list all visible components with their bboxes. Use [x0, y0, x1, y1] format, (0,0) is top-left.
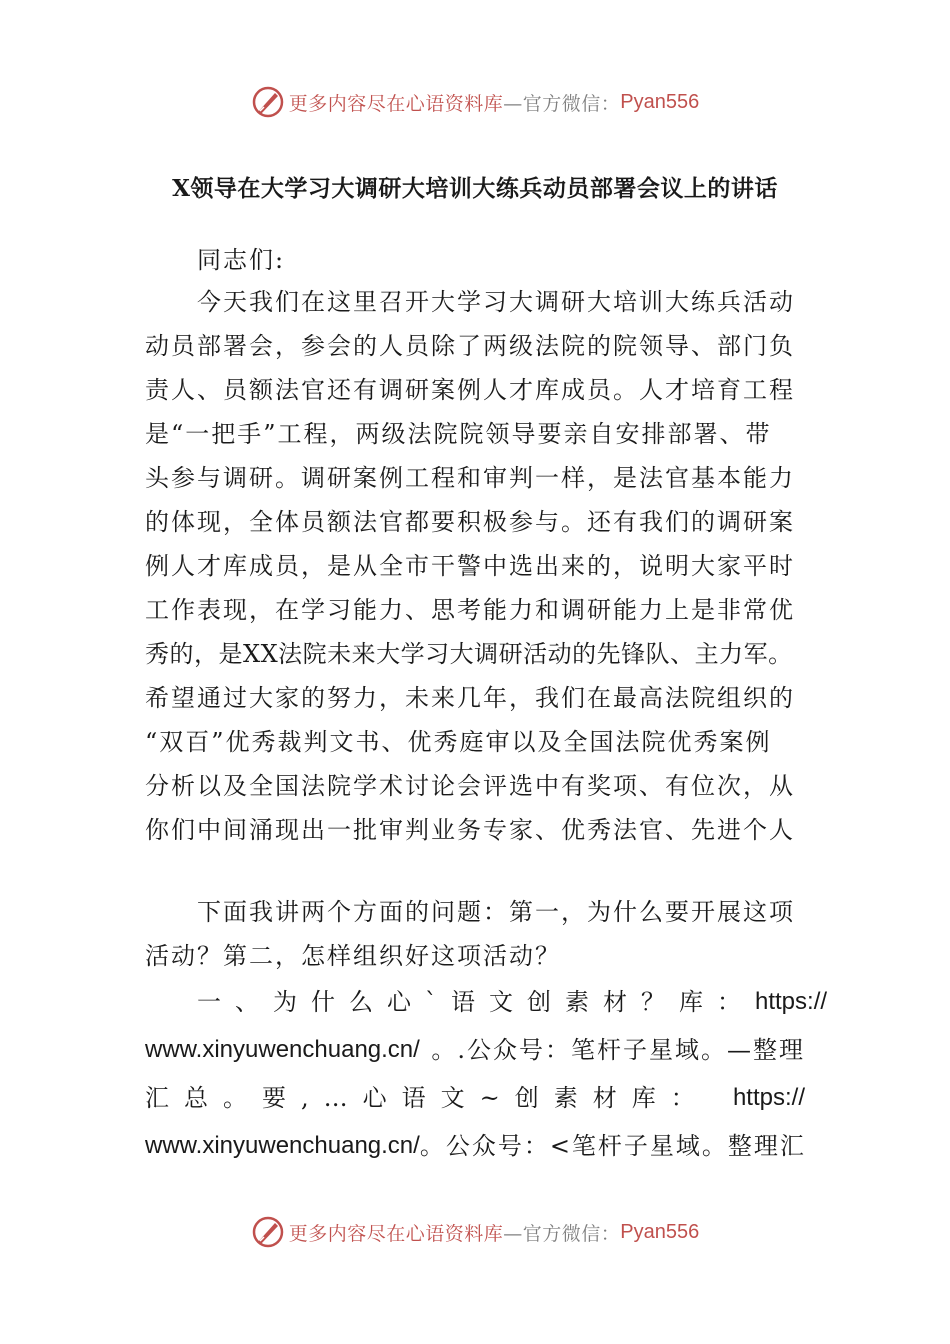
section-1-line-3-text: 汇总。要,…心语文~创素材库：	[145, 1084, 710, 1112]
salutation	[145, 238, 805, 282]
section-1-line-4	[145, 1122, 805, 1170]
paragraph-2	[145, 890, 805, 978]
paragraph-1-line: 你们中间涌现出一批审判业务专家、优秀法官、先进个人	[145, 816, 795, 844]
paragraph-1-line: 责人、员额法官还有调研案例人才库成员。人才培育工程	[145, 376, 795, 404]
header-watermark-banner	[0, 82, 950, 122]
section-1-url-start: https://	[755, 988, 828, 1015]
section-1-block	[145, 978, 828, 1170]
section-1-url-start: https://	[732, 1084, 805, 1111]
paragraph-2-line: 活动？第二，怎样组织好这项活动？	[145, 942, 561, 970]
banner-wechat-account: Pyan556	[620, 90, 700, 113]
banner-wechat-account: Pyan556	[620, 1220, 700, 1243]
quill-logo-icon	[251, 85, 285, 119]
paragraph-1-line: 是“一把手”工程，两级法院院领导要亲自安排部署、带	[145, 420, 772, 448]
paragraph-2-line: 下面我讲两个方面的问题：第一，为什么要开展这项	[197, 898, 795, 926]
section-1-url: www.xinyuwenchuang.cn/	[145, 1132, 420, 1159]
paragraph-1-line: 秀的，是XX法院未来大学习大调研活动的先锋队、主力军。	[145, 640, 793, 668]
paragraph-1-line: 的体现，全体员额法官都要积极参与。还有我们的调研案	[145, 508, 795, 536]
paragraph-1-line: 例人才库成员，是从全市干警中选出来的，说明大家平时	[145, 552, 795, 580]
section-1-line-1	[145, 978, 828, 1026]
paragraph-1-line: 工作表现，在学习能力、思考能力和调研能力上是非常优	[145, 596, 795, 624]
section-1-line-4-text: 。公众号：<笔杆子星域。整理汇	[419, 1132, 806, 1160]
salutation-text: 同志们:	[197, 246, 286, 274]
banner-official-label: —官方微信：	[503, 1222, 621, 1245]
footer-watermark-banner	[0, 1212, 950, 1252]
paragraph-1-line: 动员部署会，参会的人员除了两级法院的院领导、部门负	[145, 332, 795, 360]
paragraph-1	[145, 280, 805, 852]
banner-brand-text: 更多内容尽在心语资料库	[288, 92, 504, 115]
section-1-heading-text: 一、为什么心`语文创素材？库：	[197, 988, 755, 1016]
section-1-line-2	[145, 1026, 805, 1074]
section-1-line-2-text: 。.公众号：笔杆子星域。—整理	[431, 1036, 805, 1064]
paragraph-1-line: 头参与调研。调研案例工程和审判一样，是法官基本能力	[145, 464, 795, 492]
document-title: X领导在大学习大调研大培训大练兵动员部署会议上的讲话	[172, 175, 778, 202]
section-1-url: www.xinyuwenchuang.cn/	[145, 1036, 420, 1063]
banner-official-label: —官方微信：	[503, 92, 621, 115]
section-1-line-3	[145, 1074, 805, 1122]
quill-logo-icon	[251, 1215, 285, 1249]
paragraph-1-line: 今天我们在这里召开大学习大调研大培训大练兵活动	[197, 288, 795, 316]
paragraph-1-line: “双百”优秀裁判文书、优秀庭审以及全国法院优秀案例	[145, 728, 772, 756]
paragraph-1-line: 分析以及全国法院学术讨论会评选中有奖项、有位次，从	[145, 772, 795, 800]
banner-brand-text: 更多内容尽在心语资料库	[288, 1222, 504, 1245]
paragraph-1-line: 希望通过大家的努力，未来几年，我们在最高法院组织的	[145, 684, 795, 712]
